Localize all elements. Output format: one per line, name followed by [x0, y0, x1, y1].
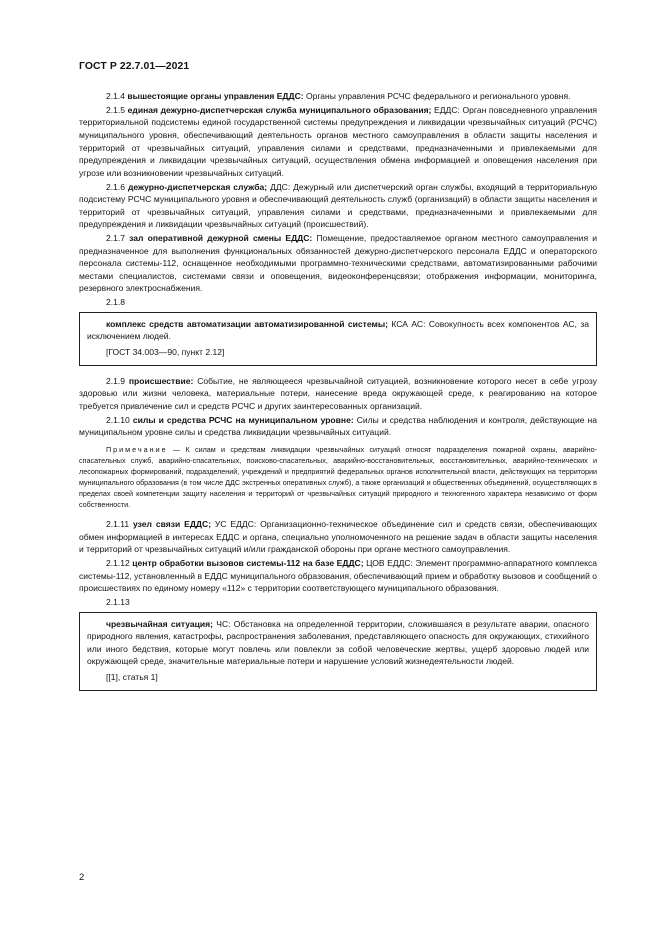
definition-2-1-6: [79, 181, 597, 231]
definition-text: ЧС: Обстановка на определенной территории, сложившаяся в результате аварии, опасного природного явления, катастрофы, распространения заболевания, представляющего опасность для окружающих, стихийного или иного бедствия, которые могут повлечь или повлекли за собой человеческие жертвы, ущерб здоровью людей или окружающей среде, значительные материальные потери и нарушение условий жизнедеятельности людей.: [87, 618, 589, 667]
definition-2-1-4: [79, 90, 597, 103]
term: силы и средства РСЧС на муниципальном уровне:: [132, 414, 354, 425]
definition-2-1-10: [79, 414, 597, 439]
definition-text: Событие, не являющееся чрезвычайной ситуацией, возникновение которого несет в себе угрозу здоровью или жизни человека, материальные потери, нанесение вреда окружающей среде, к реагированию на которое требуется привлечение сил и средств РСЧС и других заинтересованных организаций.: [79, 375, 597, 411]
clause-number-2-1-8: 2.1.8: [106, 297, 126, 308]
definition-2-1-13: [87, 618, 589, 668]
clause-number: 2.1.6: [106, 181, 126, 192]
definition-text: КСА АС: Совокупность всех компонентов АС, за исключением людей.: [87, 318, 589, 342]
clause-number: 2.1.9: [106, 375, 126, 386]
definition-2-1-11: [79, 518, 597, 556]
note: [79, 444, 597, 510]
note-text: — К силам и средствам ликвидации чрезвычайных ситуаций относят подразделения пожарной охраны, аварийно-спасательных служб, аварийно-спасательных, поисково-спасательных, аварийно-восстановительных, восстановительных, аварийно-технических и лесопожарных формирований, подразделений, учреждений и предприятий федеральных органов исполнительной власти, действующих на территории муниципального образования (в том числе ДДС экстренных оперативных служб), а также организаций и общественных объединений, осуществляющих в пределах своей компетенции защиту населения и территорий от чрезвычайных ситуаций природного и техногенного характера независимо от форм собственности.: [79, 444, 597, 509]
source-reference: [ГОСТ 34.003—90, пункт 2.12]: [106, 347, 225, 358]
term: центр обработки вызовов системы-112 на базе ЕДДС;: [132, 557, 364, 568]
clause-number: 2.1.4: [106, 91, 126, 101]
page-number: 2: [79, 872, 85, 883]
definition-text: Помещение, предоставляемое органом местного самоуправления и предназначенное для выполнения функциональных обязанностей дежурно-диспетчерского персонала ЕДДС и операторского персонала системы-112, оснащенное необходимыми программно-техническими средствами, автоматизированными рабочими местами специалистов, системами связи и оповещения, видеоконференцсвязи; отображения информации, мониторинга, резервного электроснабжения.: [79, 233, 597, 294]
document-header: ГОСТ Р 22.7.01—2021: [79, 61, 190, 72]
definition-2-1-8: [87, 318, 589, 343]
definition-2-1-7: [79, 232, 597, 295]
term: узел связи ЕДДС;: [133, 518, 212, 529]
clause-number: 2.1.12: [106, 557, 130, 568]
definition-text: ЦОВ ЕДДС: Элемент программно-аппаратного комплекса системы-112, установленный в ЕДДС муниципального образования, обеспечивающий прием и обработку вызовов и сообщений о происшествиях по единому номеру «112» с территории соответствующего муниципального образования.: [79, 557, 597, 594]
definition-text: Органы управления РСЧС федерального и регионального уровня.: [303, 91, 571, 101]
term: чрезвычайная ситуация;: [106, 618, 213, 629]
definition-text: ДДС: Дежурный или диспетчерский орган службы, входящий в территориальную подсистему РСЧС муниципального уровня и обеспечивающий деятельность служб (организаций) в области защиты населения и территорий от чрезвычайных ситуаций, управления силами и средствами, предназначенными и привлекаемыми для предупреждения и ликвидации чрезвычайных ситуаций (происшествий).: [79, 181, 597, 230]
term: зал оперативной дежурной смены ЕДДС:: [129, 233, 313, 244]
definition-2-1-5: [79, 104, 597, 180]
clause-number: 2.1.7: [106, 233, 126, 244]
term: дежурно-диспетчерская служба;: [127, 181, 268, 192]
clause-number-2-1-13: 2.1.13: [106, 596, 130, 607]
document-body: [79, 90, 597, 700]
clause-number: 2.1.11: [106, 518, 130, 529]
quoted-definition-box: [79, 312, 597, 366]
term: единая дежурно-диспетчерская служба муниципального образования;: [127, 104, 432, 115]
definition-text: УС ЕДДС: Организационно-техническое объединение сил и средств связи, обеспечивающих обмен информацией в интересах ЕДДС и органа, специально уполномоченного на решение задач в области защиты населения и территорий от чрезвычайных ситуаций и/или гражданской обороны при органе местного самоуправления.: [79, 518, 597, 555]
definition-2-1-9: [79, 375, 597, 413]
definition-text: ЕДДС: Орган повседневного управления территориальной подсистемы единой государственной системы предупреждения и ликвидации чрезвычайных ситуаций (РСЧС) муниципального уровня, обеспечивающий деятельность органов местного самоуправления в области защиты населения и территорий от чрезвычайных ситуаций, управления силами и средствами, предназначенными и привлекаемыми для предупреждения и ликвидации чрезвычайных ситуаций, осуществления обмена информацией и оповещения населения при угрозе или возникновении чрезвычайных ситуаций.: [79, 104, 597, 178]
note-label: Примечание: [106, 444, 168, 454]
quoted-definition-box: [79, 612, 597, 691]
term: комплекс средств автоматизации автоматизированной системы;: [106, 318, 388, 329]
definition-2-1-12: [79, 557, 597, 595]
definition-text: Силы и средства наблюдения и контроля, действующие на муниципальном уровне силы и средства ликвидации чрезвычайных ситуаций.: [79, 414, 597, 438]
term: происшествие:: [128, 375, 194, 386]
clause-number: 2.1.5: [106, 104, 126, 115]
term: вышестоящие органы управления ЕДДС:: [127, 91, 304, 101]
clause-number: 2.1.10: [106, 414, 130, 425]
source-reference: [[1], статья 1]: [106, 671, 158, 682]
